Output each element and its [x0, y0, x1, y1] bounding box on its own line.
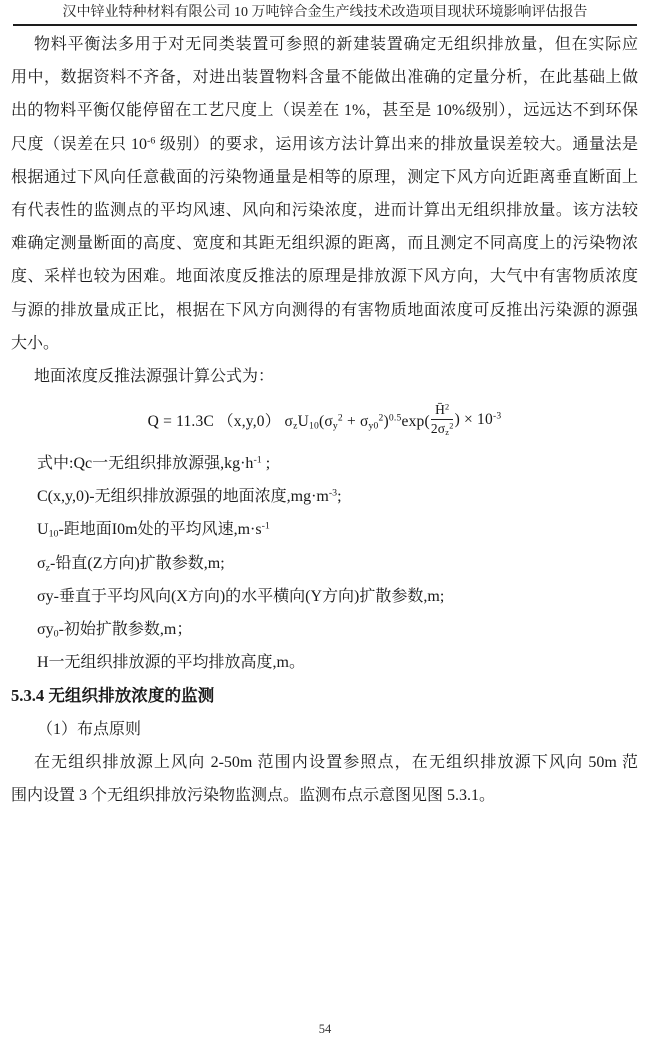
definition-line: $\sigma y_0-$初始扩散参数,m；	[37, 621, 193, 640]
section-heading-5-3-4: 5.3.4 无组织排放浓度的监测	[11, 686, 215, 706]
paragraph3-line: 围内设置 3 个无组织排放污染物监测点。监测布点示意图见图 5.3.1。	[11, 786, 496, 804]
paragraph1-line: 尺度（误差在只 $10^{-6}$ 级别）的要求，运用该方法计算出来的排放量误差较大。通量法是	[11, 135, 638, 153]
page-number: 54	[318, 1022, 332, 1036]
paragraph1-line: 出的物料平衡仅能停留在工艺尺度上（误差在 1%，甚至是 10%级别），远远达不到环保	[11, 102, 638, 120]
page-footer	[0, 1022, 650, 1037]
formula-right-part: ) × $10^{-3}$	[454, 410, 502, 429]
paragraph1-line: 大小。	[11, 334, 60, 352]
list-item-1: （1）布点原则	[37, 720, 142, 738]
paragraph1-line: 与源的排放量成正比，根据在下风方向测得的有害物质地面浓度可反推出污染源的源强	[11, 301, 638, 319]
formula-intro-line: 地面浓度反推法源强计算公式为：	[34, 367, 275, 385]
formula-fraction	[431, 402, 454, 436]
paragraph1-line: 根据通过下风向任意截面的污染物通量是相等的原理，测定下风方向近距离垂直断面上	[11, 168, 638, 186]
source-strength-formula	[11, 393, 638, 447]
definition-line: C(x,y,0)-无组织排放源强的地面浓度$,mg\cdot m^{-3}$;	[37, 487, 342, 506]
paragraph1-line: 难确定测量断面的高度、宽度和其距无组织源的距离，而且测定不同高度上的污染物浓	[11, 235, 638, 253]
formula-fraction-numerator: H̄$^2$	[431, 402, 453, 420]
definition-line: H一无组织排放源的平均排放高度,m。	[37, 654, 306, 672]
page-header-title: 汉中锌业特种材料有限公司 10 万吨锌合金生产线技术改造项目现状环境影响评估报告	[62, 5, 588, 20]
definition-line: $U_{10}-$距地面I0m处的平均风速$,m\cdot s^{-1}$	[37, 520, 270, 540]
formula-left-part: Q = 11.3C （x,y,0） $\sigma_zU_{10}(\sigma_y^2 + \sigma_{y0}^2)^{0.5}\exp$(	[147, 412, 430, 432]
paragraph1-line: 物料平衡法多用于对无同类装置可参照的新建装置确定无组织排放量，但在实际应	[34, 36, 638, 53]
definition-line: 式中:Qc一无组织排放源强$,kg\cdot h^{-1}$ ;	[37, 454, 271, 473]
definition-line: σy-垂直于平均风向(X方向)的水平横向(Y方向)扩散参数,m;	[37, 587, 445, 605]
definition-line: $\sigma_z-$铅直(Z方向)扩散参数,m;	[37, 554, 225, 574]
paragraph1-line: 度、采样也较为困难。地面浓度反推法的原理是排放源下风方向，大气中有害物质浓度	[11, 268, 638, 286]
paragraph3-line: 在无组织排放源上风向 2-50m 范围内设置参照点，在无组织排放源下风向 50m 范	[34, 753, 638, 771]
formula-fraction-denominator: $2\sigma_z^2$	[430, 420, 454, 437]
document-content	[0, 26, 650, 812]
paragraph1-line: 有代表性的监测点的平均风速、风向和污染浓度，进而计算出无组织排放量。该方法较	[11, 201, 638, 219]
paragraph1-line: 用中，数据资料不齐备，对进出装置物料含量不能做出准确的定量分析，在此基础上做	[11, 69, 638, 87]
